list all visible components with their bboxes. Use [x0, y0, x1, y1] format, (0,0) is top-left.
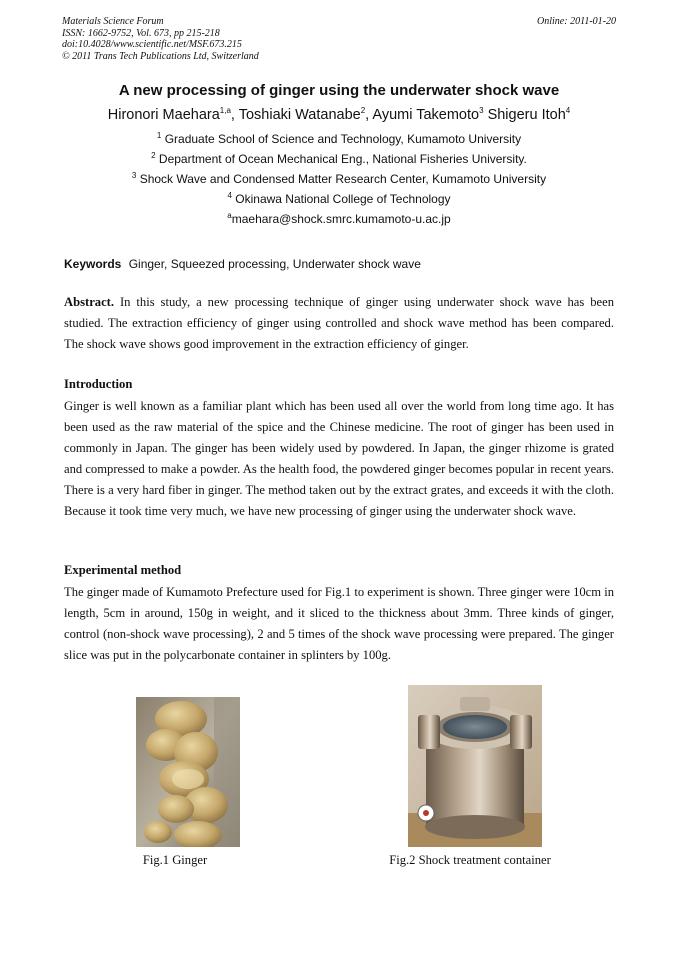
affiliation-2	[0, 152, 678, 166]
keywords-label: Keywords	[64, 257, 122, 271]
author-name: Hironori Maehara	[107, 107, 220, 123]
keywords-text: Ginger, Squeezed processing, Underwater shock wave	[128, 257, 421, 271]
keywords-line	[64, 257, 421, 271]
ginger-image	[136, 697, 240, 847]
contact-email	[0, 212, 678, 226]
fig2-caption: Fig.2 Shock treatment container	[389, 853, 551, 867]
copyright: © 2011 Trans Tech Publications Ltd, Switzerland	[62, 50, 259, 62]
journal-name: Materials Science Forum	[62, 16, 164, 27]
abstract	[64, 292, 614, 355]
doi: doi:10.4028/www.scientific.net/MSF.673.215	[62, 39, 242, 50]
container-image	[408, 685, 542, 847]
affiliation-sup: 3	[131, 171, 137, 180]
author-sup: 3	[479, 106, 484, 116]
affiliation-text: Shock Wave and Condensed Matter Research Center, Kumamoto University	[139, 172, 547, 186]
online-date: Online: 2011-01-20	[537, 16, 616, 27]
author-list: Hironori Maehara$^{1,a}$, Toshiaki Watanabe$^2$, Ayumi Takemoto$^3$ Shigeru Itoh$^4$	[107, 106, 571, 123]
affiliation-1	[0, 132, 678, 146]
author-name: Shigeru Itoh	[487, 107, 566, 123]
author-name: Ayumi Takemoto	[372, 107, 480, 123]
affiliation-text: Department of Ocean Mechanical Eng., National Fisheries University.	[158, 152, 527, 166]
fig1-caption: Fig.1 Ginger	[142, 853, 208, 867]
paper-title: A new processing of ginger using the underwater shock wave	[118, 82, 560, 99]
abstract-label: Abstract.	[64, 295, 115, 309]
affiliation-sup: 2	[151, 151, 156, 160]
introduction-heading: Introduction	[64, 377, 133, 391]
author-sup: 2	[360, 106, 366, 116]
affiliation-sup: 1	[156, 131, 162, 140]
container-photo	[408, 685, 542, 847]
journal-header	[62, 16, 259, 62]
author-name: Toshiaki Watanabe	[238, 107, 361, 123]
abstract-text: In this study, a new processing technique of ginger using underwater shock wave has been studied. The extraction efficiency of ginger using controlled and shock wave method has been compared. The shock wave shows good improvement in the extraction efficiency of ginger.	[64, 295, 614, 351]
experimental-text: The ginger made of Kumamoto Prefecture used for Fig.1 to experiment is shown. Three ginger were 10cm in length, 5cm in around, 150g in weight, and it sliced to the thickness about 3mm. Three kinds of ginger, control (non-shock wave processing), 2 and 5 times of the shock wave processing were prepared. The ginger slice was put in the polycarbonate container in splinters by 100g.	[64, 585, 614, 662]
affiliation-text: Okinawa National College of Technology	[235, 192, 451, 206]
affiliation-3	[0, 172, 678, 186]
affiliation-text: Graduate School of Science and Technology, Kumamoto University	[164, 132, 522, 146]
author-sup: 4	[565, 106, 571, 116]
issn: ISSN: 1662-9752, Vol. 673, pp 215-218	[62, 27, 220, 39]
ginger-photo	[136, 697, 240, 847]
affiliation-4	[0, 192, 678, 206]
email-text: maehara@shock.smrc.kumamoto-u.ac.jp	[231, 212, 451, 226]
experimental-heading: Experimental method	[64, 563, 182, 577]
affiliation-sup: a	[227, 211, 232, 220]
introduction-text: Ginger is well known as a familiar plant which has been used all over the world from long time ago. It has been used as the raw material of the spice and the Chinese medicine. The root of ginger has been used in commonly in Japan. The ginger has been widely used by powdered. In Japan, the ginger rhizome is grated and compressed to make a powder. As the health food, the powdered ginger becomes popular in recent years. There is a very hard fiber in ginger. The method taken out by the extract grates, and exceeds it with the cloth. Because it took time very much, we have new processing of ginger using the underwater shock wave.	[64, 399, 614, 518]
affiliation-sup: 4	[227, 191, 232, 200]
author-sup: 1,a	[219, 106, 231, 116]
